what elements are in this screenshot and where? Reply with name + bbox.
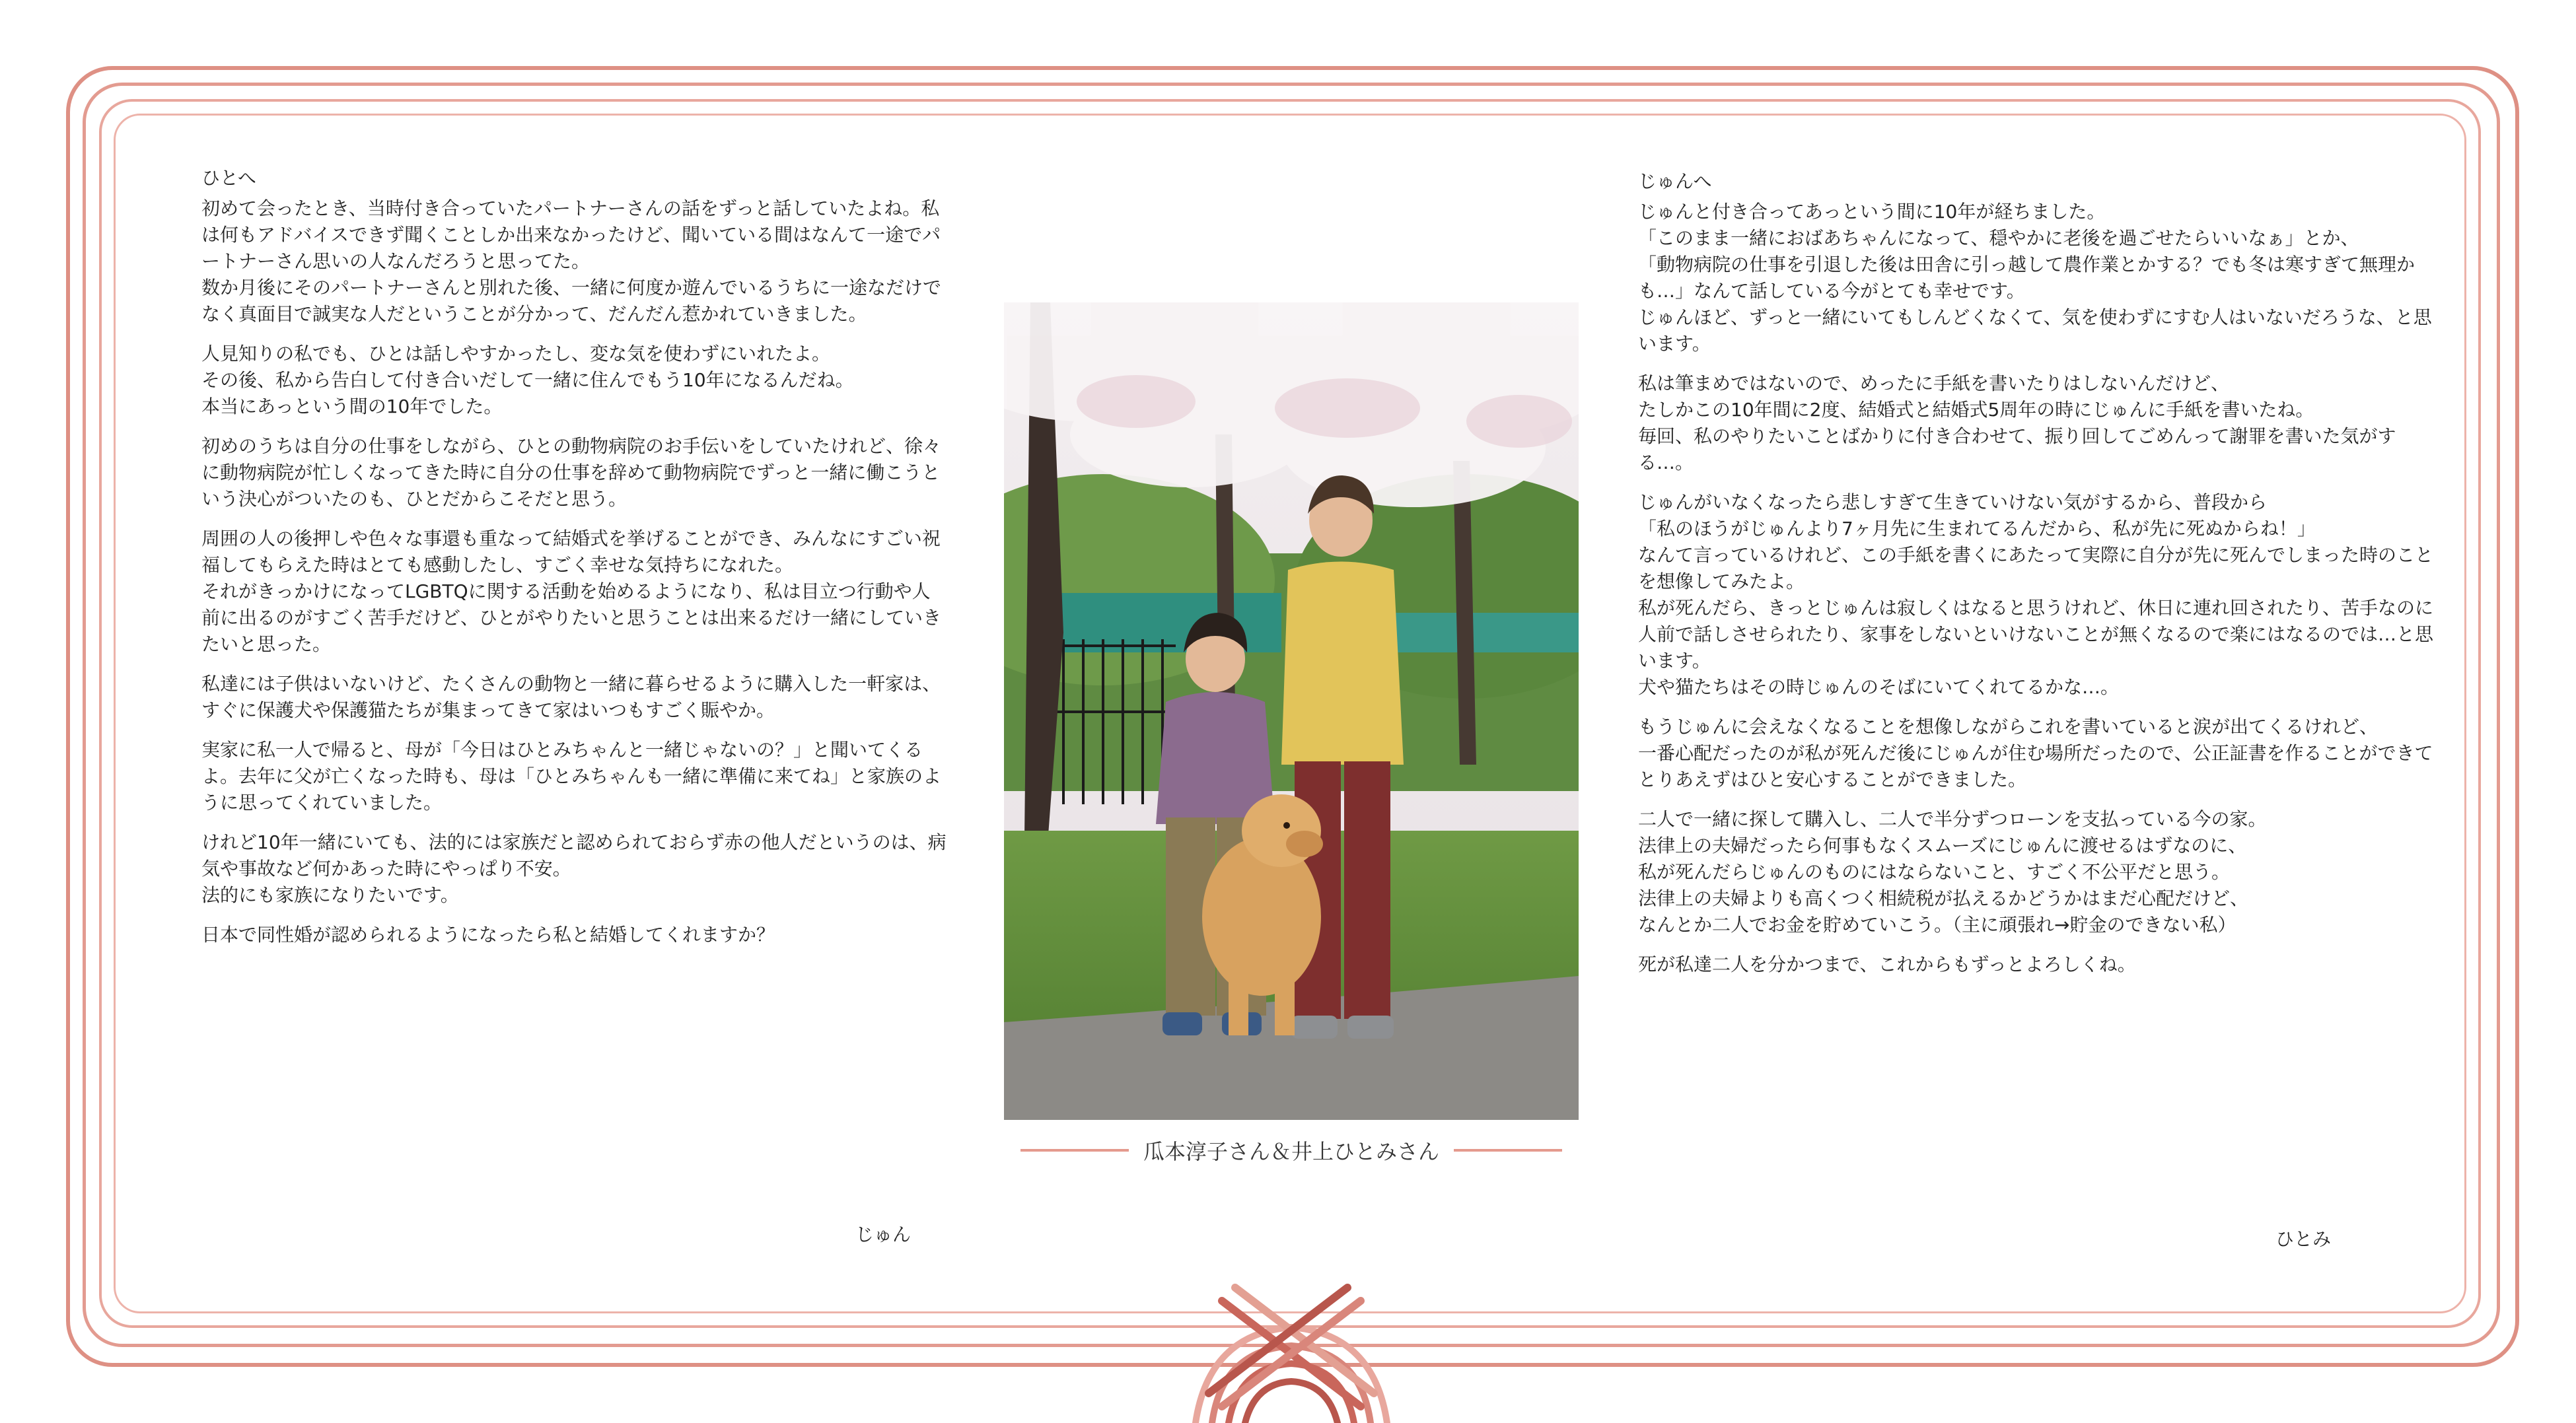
right-letter-paragraph: 私は筆まめではないので、めったに手紙を書いたりはしないんだけど、 たしかこの10年間に2度、結婚式と結婚式5周年の時にじゅんに手紙を書いたね。 毎回、私のやりたいことばかりに付き合わせて、振り回してごめんって謝罪を書いた気がする…。: [1638, 372, 2396, 473]
left-letter: [201, 165, 948, 948]
photo-caption: 瓜本淳子さん＆井上ひとみさん: [1143, 1139, 1440, 1164]
left-letter-paragraph: 実家に私一人で帰ると、母が「今日はひとみちゃんと一緒じゃないの？」と聞いてくるよ。去年に父が亡くなった時も、母は「ひとみちゃんも一緒に準備に来てね」と家族のように思ってくれていました。: [201, 739, 942, 814]
right-letter-paragraph: じゅんがいなくなったら悲しすぎて生きていけない気がするから、普段から 「私のほうがじゅんより7ヶ月先に生まれてるんだから、私が先に死ぬからね！」 なんて言っているけれど、この手紙を書くにあたって実際に自分が先に死んでしまった時のことを想像してみたよ。 私が死んだら、きっとじゅんは寂しくはなると思うけれど、休日に連れ回されたり、苦手なのに人前で話しさせられたり、家事をしないといけないことが無くなるので楽にはなるのでは…と思います。 犬や猫たちはその時じゅんのそばにいてくれてるかな…。: [1638, 491, 2434, 698]
caption-left-rule: [1020, 1149, 1129, 1152]
left-letter-paragraph: 初めて会ったとき、当時付き合っていたパートナーさんの話をずっと話していたよね。私は何もアドバイスできず聞くことしか出来なかったけど、聞いている間はなんて一途でパートナーさん思いの人なんだろうと思ってた。 数か月後にそのパートナーさんと別れた後、一緒に何度か遊んでいるうちに一途なだけでなく真面目で誠実な人だということが分かって、だんだん惹かれていきました。: [201, 197, 942, 325]
left-letter-greeting: ひとへ: [201, 167, 256, 189]
right-letter-paragraph: もうじゅんに会えなくなることを想像しながらこれを書いていると涙が出てくるけれど、 一番心配だったのが私が死んだ後にじゅんが住む場所だったので、公正証書を作ることができてとりあえずはひと安心することができました。: [1638, 716, 2433, 790]
left-letter-paragraph: 周囲の人の後押しや色々な事還も重なって結婚式を挙げることができ、みんなにすごい祝福してもらえた時はとても感動したし、すごく幸せな気持ちになれた。 それがきっかけになってLGBTQに関する活動を始めるようになり、私は目立つ行動や人前に出るのがすごく苦手だけど、ひとがやりたいと思うことは出来るだけ一緒にしていきたいと思った。: [201, 528, 942, 655]
left-letter-paragraph: 初めのうちは自分の仕事をしながら、ひとの動物病院のお手伝いをしていたけれど、徐々に動物病院が忙しくなってきた時に自分の仕事を辞めて動物病院でずっと一緒に働こうという決心がついたのも、ひとだからこそだと思う。: [201, 435, 942, 510]
left-letter-signature: じゅん: [855, 1224, 912, 1245]
right-letter-signature: ひとみ: [2275, 1228, 2332, 1250]
left-letter-paragraph: 私達には子供はいないけど、たくさんの動物と一緒に暮らせるように購入した一軒家は、すぐに保護犬や保護猫たちが集まってきて家はいつもすごく賑やか。: [201, 673, 941, 721]
right-letter-closing: 死が私達二人を分かつまで、これからもずっとよろしくね。: [1638, 954, 2136, 975]
mizuhiki-knot-icon: [1182, 1255, 1400, 1423]
right-letter-paragraph: じゅんと付き合ってあっという間に10年が経ちました。 「このまま一緒におばあちゃんになって、穏やかに老後を過ごせたらいいなぁ」とか、 「動物病院の仕事を引退した後は田舎に引っ越して農作業とかする？でも冬は寒すぎて無理かも…」なんて話している今がとても幸せです。 じゅんほど、ずっと一緒にいてもしんどくなくて、気を使わずにすむ人はいないだろうな、と思います。: [1638, 201, 2432, 355]
photo-caption-bar: [1020, 1137, 1562, 1163]
couple-photo-illustration: [1004, 302, 1579, 1120]
caption-right-rule: [1454, 1149, 1562, 1152]
left-letter-closing: 日本で同性婚が認められるようになったら私と結婚してくれますか？: [201, 924, 775, 946]
right-letter-greeting: じゅんへ: [1638, 170, 1712, 192]
left-letter-paragraph: けれど10年一緒にいても、法的には家族だと認められておらず赤の他人だというのは、病気や事故など何かあった時にやっぱり不安。 法的にも家族になりたいです。: [201, 831, 947, 906]
left-letter-paragraph: 人見知りの私でも、ひとは話しやすかったし、変な気を使わずにいれたよ。 その後、私から告白して付き合いだして一緒に住んでもう10年になるんだね。 本当にあっという間の10年でした。: [201, 343, 854, 417]
right-letter: [1638, 168, 2437, 978]
right-letter-paragraph: 二人で一緒に探して購入し、二人で半分ずつローンを支払っている今の家。 法律上の夫婦だったら何事もなくスムーズにじゅんに渡せるはずなのに、 私が死んだらじゅんのものにはならないこと、すごく不公平だと思う。 法律上の夫婦よりも高くつく相続税が払えるかどうかはまだ心配だけど、 なんとか二人でお金を貯めていこう。（主に頑張れ→貯金のできない私）: [1638, 808, 2267, 936]
couple-photo: [1004, 302, 1579, 1120]
